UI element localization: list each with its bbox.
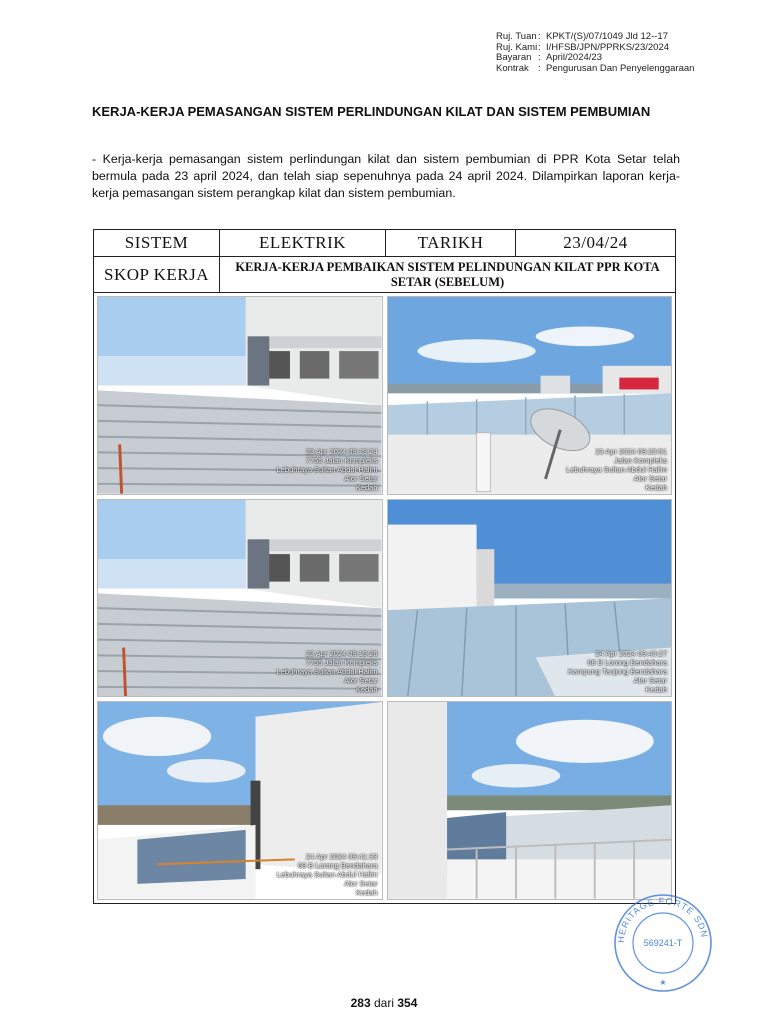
site-photo [387, 296, 673, 495]
site-photo [97, 701, 383, 900]
page-number: 283 [350, 996, 371, 1010]
intro-paragraph: - Kerja-kerja pemasangan sistem perlindungan kilat dan sistem pembumian di PPR Kota Setar telah bermula pada 23 april 2024, dan telah siap sepenuhnya pada 24 april 2024. Dilampirkan laporan kerja-kerja pemasangan sistem perangkap kilat dan sistem pembumian. [92, 152, 680, 200]
reference-row: Ruj. Tuan : KPKT/(S)/07/1049 Jld 12--17 [496, 31, 668, 42]
photo-timestamp: 24 Apr 2024 09:41:33 68 B Lorong Bendahara Lebuhraya Sultan Abdul Halim Alor Setar Kedah [276, 852, 378, 897]
reference-row: Ruj. Kami : I/HFSB/JPN/PPRKS/23/2024 [496, 41, 670, 53]
rooftop-railing-image [388, 702, 672, 899]
reference-row: Kontrak : Pengurusan Dan Penyelenggaraan [496, 62, 695, 74]
report-scope-row [94, 257, 675, 293]
seal-stamp-icon [610, 893, 716, 993]
site-photo [97, 499, 383, 698]
page-total: 354 [397, 996, 418, 1010]
company-seal [610, 893, 716, 993]
page-separator: dari [373, 996, 394, 1010]
tarikh-value: 23/04/24 [563, 233, 628, 252]
seal-number: 569241-T [643, 938, 683, 948]
page-footer [0, 996, 768, 1010]
sistem-label: SISTEM [94, 230, 220, 256]
photo-timestamp: 24 Apr 2024 09:40:27 68 B Lorong Bendahara Kampung Tanjong Bendahara Alor Setar Kedah [567, 649, 667, 695]
report-table [93, 229, 676, 904]
svg-text:HERITAGE FORTE SDN BHD [610, 893, 710, 943]
reference-row: Bayaran : April/2024/23 [496, 52, 602, 63]
skop-value: KERJA-KERJA PEMBAIKAN SISTEM PELINDUNGAN KILAT PPR KOTA SETAR (SEBELUM) [235, 259, 660, 289]
photo-timestamp: 23 Apr 2024 09:19:26 7755 Jalan Kompleks Lebuhraya Sultan Abdul Halim Alor Setar Kedah [276, 649, 378, 695]
sistem-value: ELEKTRIK [220, 230, 386, 256]
photo-grid [94, 293, 675, 903]
site-photo [387, 499, 673, 698]
photo-timestamp: 23 Apr 2024 09:19:24 7755 Jalan Kompleks Lebuhraya Sultan Abdul Halim Alor Setar Kedah [276, 446, 378, 492]
svg-text:★: ★ [659, 978, 667, 987]
seal-text: HERITAGE FORTE SDN [615, 895, 710, 944]
photo-timestamp: 23 Apr 2024 09:20:51 Jalan Kompleks Lebuhraya Sultan Abdul Halim Alor Setar Kedah [566, 446, 667, 492]
skop-label: SKOP KERJA [94, 257, 220, 292]
tarikh-label: TARIKH [386, 230, 516, 256]
report-header-row [94, 230, 675, 257]
document-heading: KERJA-KERJA PEMASANGAN SISTEM PERLINDUNGAN KILAT DAN SISTEM PEMBUMIAN [92, 104, 651, 119]
site-photo [387, 701, 673, 900]
reference-block [496, 32, 694, 74]
site-photo [97, 296, 383, 495]
